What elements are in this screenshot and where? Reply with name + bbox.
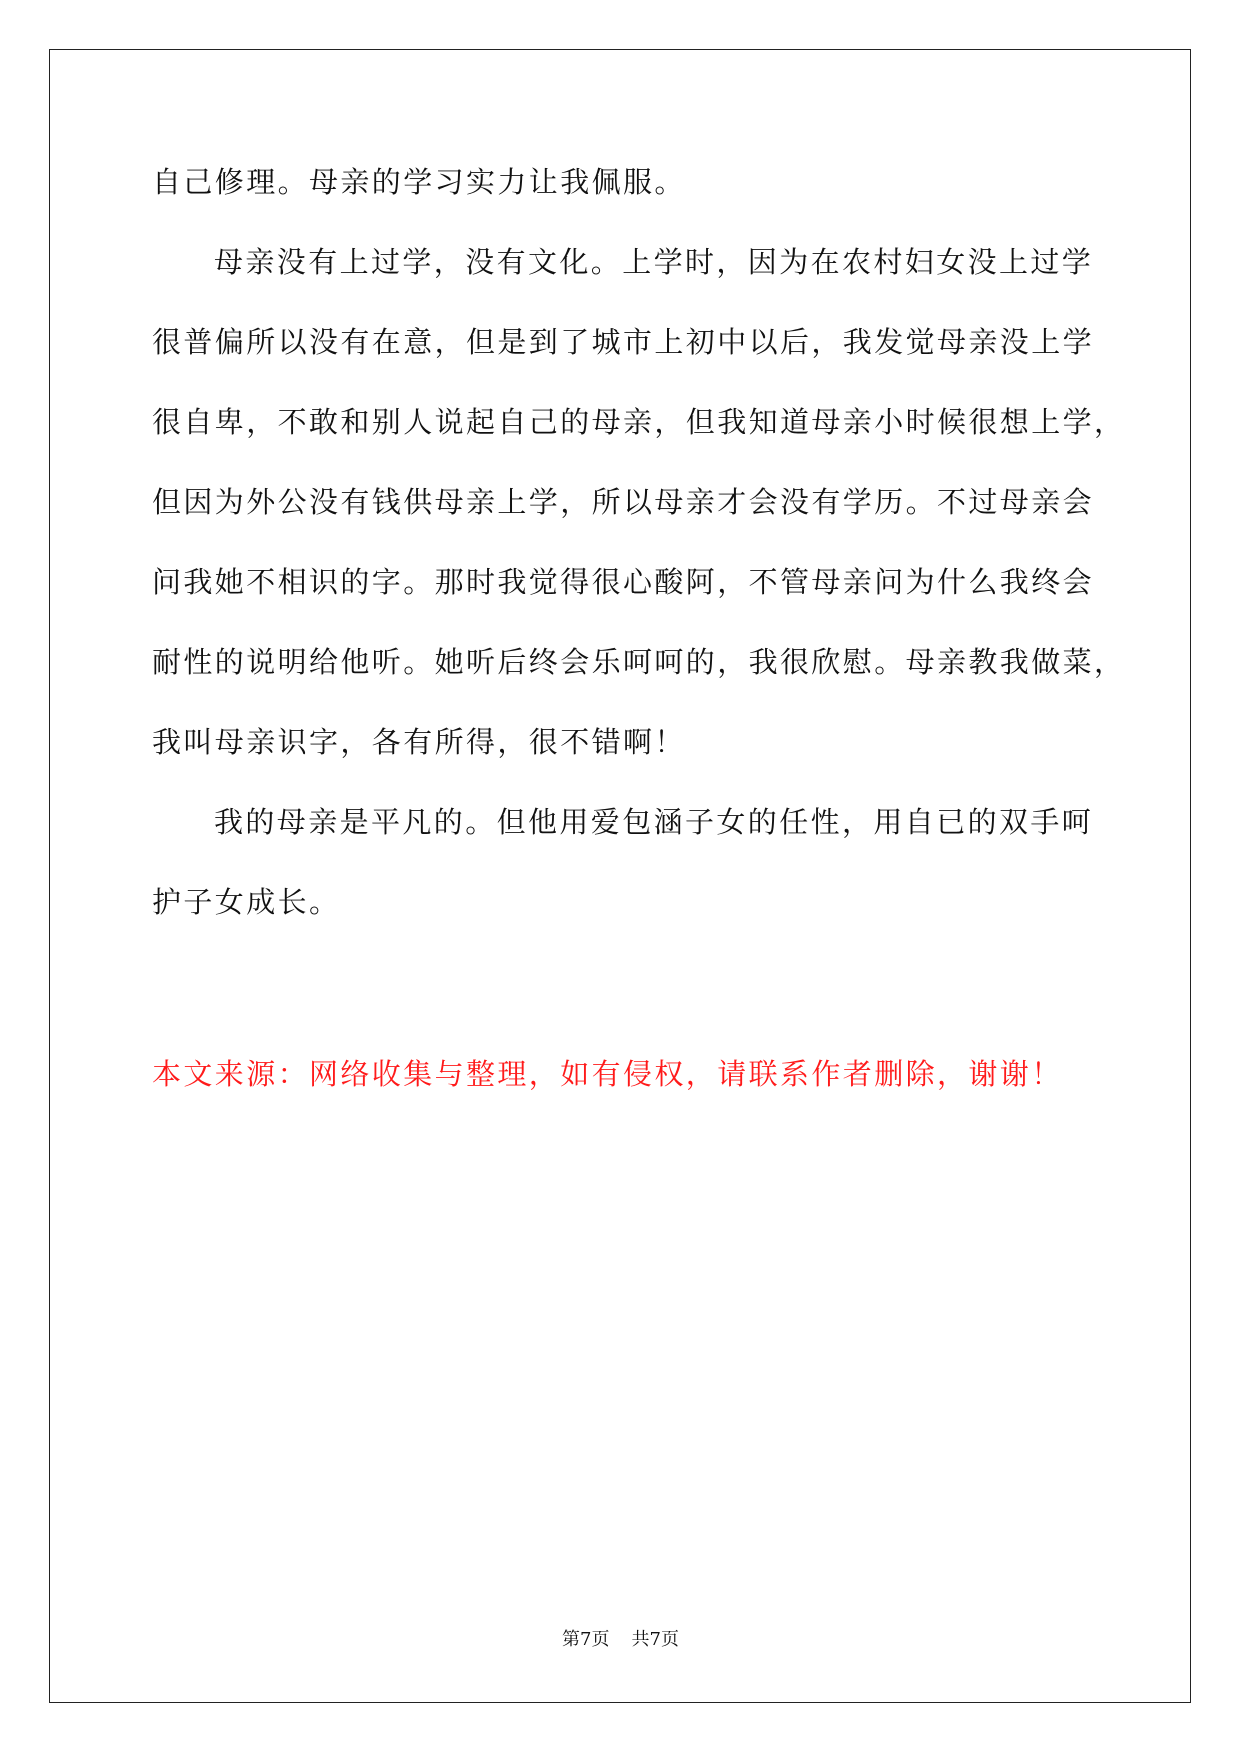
page-footer (0, 1625, 1241, 1651)
page-border (49, 49, 1191, 1703)
body-line: 但因为外公没有钱供母亲上学，所以母亲才会没有学历。不过母亲会 (152, 485, 1095, 519)
body-line: 我叫母亲识字，各有所得，很不错啊！ (152, 725, 686, 759)
body-line: 护子女成长。 (152, 885, 341, 919)
page-total: 共7页 (631, 1629, 679, 1650)
body-line: 很自卑，不敢和别人说起自己的母亲，但我知道母亲小时候很想上学， (152, 405, 1126, 439)
body-line: 耐性的说明给他听。她听后终会乐呵呵的，我很欣慰。母亲教我做菜， (152, 645, 1126, 679)
paragraph-start-line: 我的母亲是平凡的。但他用爱包涵子女的任性，用自已的双手呵 (214, 805, 1094, 839)
body-line: 自己修理。母亲的学习实力让我佩服。 (152, 165, 686, 199)
body-line: 很普偏所以没有在意，但是到了城市上初中以后，我发觉母亲没上学 (152, 325, 1095, 359)
body-line: 问我她不相识的字。那时我觉得很心酸阿，不管母亲问为什么我终会 (152, 565, 1095, 599)
source-note: 本文来源：网络收集与整理，如有侵权，请联系作者删除，谢谢！ (152, 1057, 1063, 1091)
page-number: 第7页 (562, 1629, 610, 1650)
paragraph-start-line: 母亲没有上过学，没有文化。上学时，因为在农村妇女没上过学 (214, 245, 1094, 279)
